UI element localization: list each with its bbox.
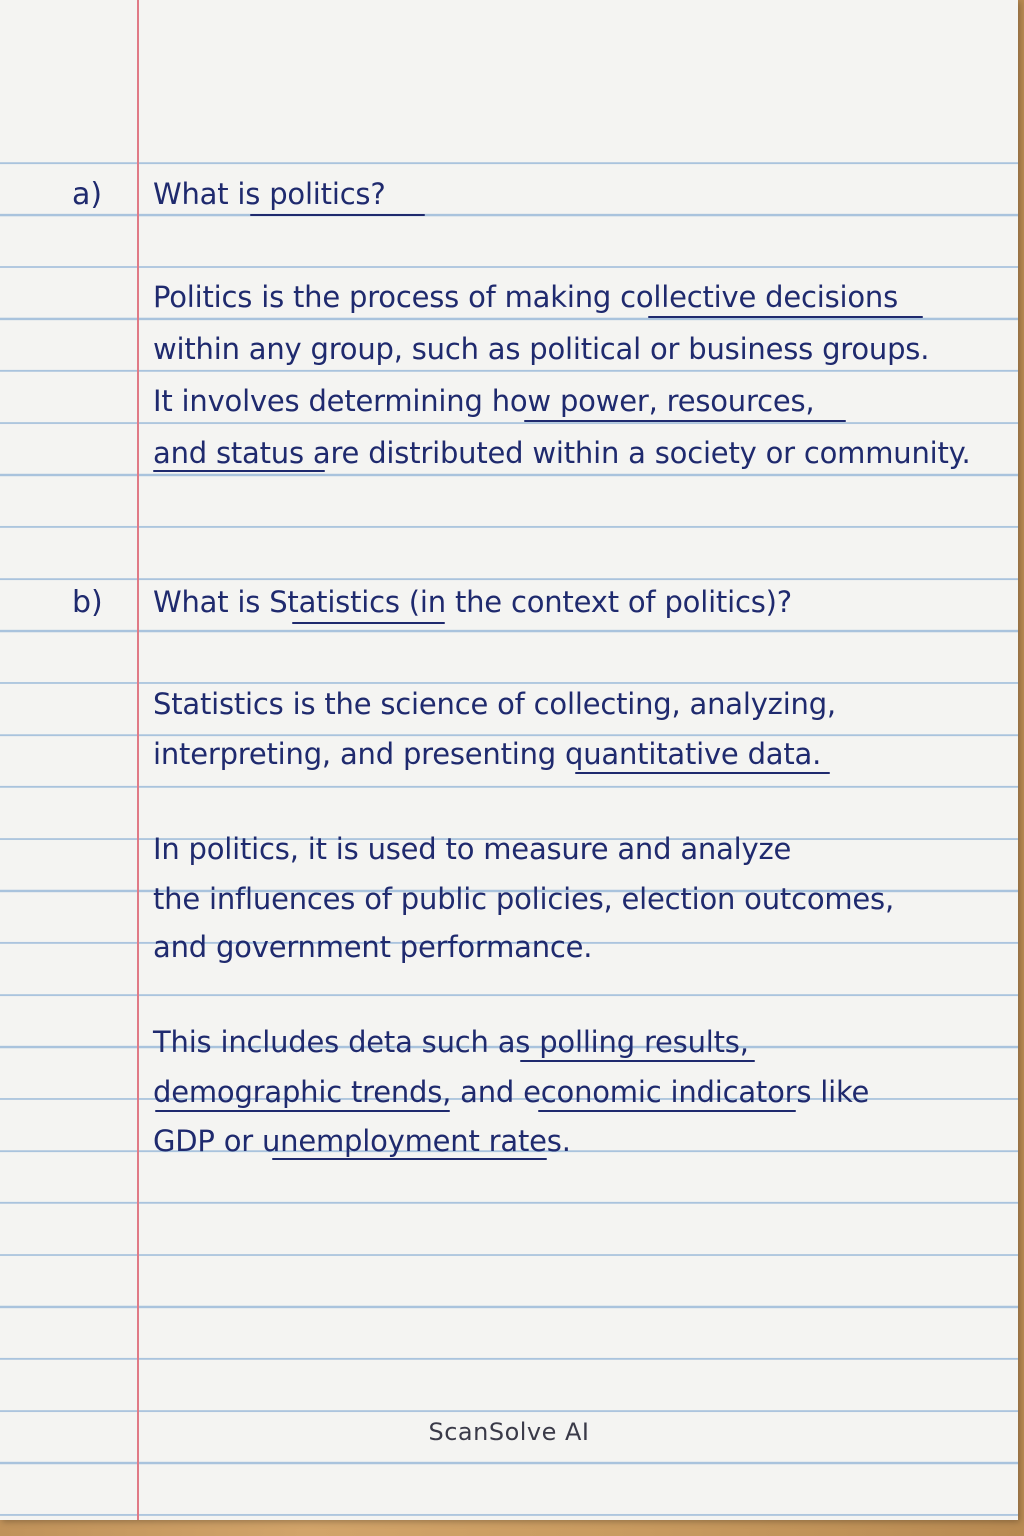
answer-b-p2-line-1: In politics, it is used to measure and analyze: [153, 832, 792, 866]
answer-b-p3-line-2: demographic trends, and economic indicators like: [153, 1075, 870, 1109]
answer-b-p3-line-1: This includes deta such as polling results,: [153, 1025, 749, 1059]
answer-a-line-3: It involves determining how power, resources,: [153, 384, 815, 418]
question-marker-a: a): [72, 177, 103, 212]
question-a: What is politics?: [153, 177, 386, 211]
answer-b-p1-line-2: interpreting, and presenting quantitative data.: [153, 737, 822, 771]
underline-economic-indicators: [538, 1110, 796, 1112]
underline-is-politics: [250, 214, 425, 216]
question-marker-b: b): [72, 585, 103, 620]
answer-b-p2-line-3: and government performance.: [153, 930, 593, 964]
margin-line: [137, 0, 139, 1520]
answer-a-line-2: within any group, such as political or business groups.: [153, 332, 930, 366]
underline-quantitative-data: [575, 772, 830, 774]
answer-a-line-4: and status are distributed within a society or community.: [153, 436, 971, 470]
underline-statistics: [292, 622, 445, 624]
underline-polling-results: [520, 1060, 755, 1062]
underline-collective-decisions: [648, 316, 923, 318]
underline-how-power-resources: [524, 420, 846, 422]
underline-unemployment-rates: [272, 1158, 547, 1160]
answer-a-line-1: Politics is the process of making collective decisions: [153, 280, 898, 314]
answer-b-p1-line-1: Statistics is the science of collecting, analyzing,: [153, 687, 836, 721]
watermark: ScanSolve AI: [428, 1418, 590, 1446]
answer-b-p2-line-2: the influences of public policies, election outcomes,: [153, 882, 894, 916]
question-b: What is Statistics (in the context of politics)?: [153, 585, 792, 619]
answer-b-p3-line-3: GDP or unemployment rates.: [153, 1124, 571, 1158]
underline-and-status: [153, 470, 325, 472]
underline-demographic-trends: [155, 1110, 450, 1112]
